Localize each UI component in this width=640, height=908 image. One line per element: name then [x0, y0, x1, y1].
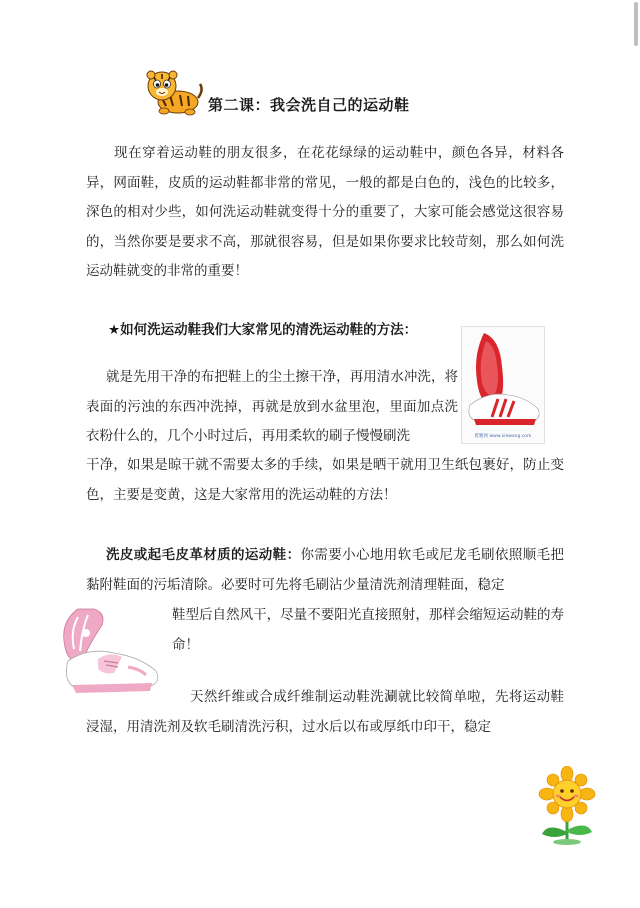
shoe-image-caption: 鞋靴网 www.xiewang.com — [474, 434, 532, 439]
red-white-sneaker-image — [461, 326, 545, 444]
leather-paragraph-part2: 鞋型后自然风干，尽量不要阳光直接照射，那样会缩短运动鞋的寿命！ — [172, 607, 564, 653]
leather-text: 你需要小心地用软毛或尼龙毛刷依照顺毛把黏附鞋面的污垢清除。必要时可先将毛刷沾少量清洗剂清理鞋面，稳定 — [86, 547, 564, 593]
method-paragraph-part1: 就是先用干净的布把鞋上的尘土擦干净，再用清水冲洗，将表面的污浊的东西冲洗掉，再就是放到水盆里泡，里面加点洗衣粉什么的，几个小时过后，再用柔软的刷子慢慢刷洗 — [86, 369, 458, 444]
page-title: 第二课：我会洗自己的运动鞋 — [208, 96, 410, 114]
leather-paragraph-part1 — [86, 541, 564, 600]
intro-paragraph: 现在穿着运动鞋的朋友很多，在花花绿绿的运动鞋中，颜色各异，材料各异，网面鞋，皮质的运动鞋都非常的常见，一般的都是白色的，浅色的比较多，深色的相对少些，如何洗运动鞋就变得十分的重要了，大家可能会感觉这很容易的，当然你要是要求不高，那就很容易，但是如果你要求比较苛刻，那么如何洗运动鞋就变的非常的重要！ — [86, 145, 564, 279]
section-heading: ★如何洗运动鞋我们大家常见的清洗运动鞋的方法： — [108, 322, 418, 338]
scrollbar[interactable] — [634, 2, 638, 46]
synthetic-paragraph: 天然纤维或合成纤维制运动鞋洗涮就比较简单啦，先将运动鞋浸湿，用清洗剂及软毛刷清洗污积，过水后以布或厚纸巾印干，稳定 — [86, 689, 564, 735]
tiger-mascot-icon — [140, 68, 204, 118]
sunflower-icon — [532, 766, 602, 848]
lesson-header — [140, 68, 560, 118]
method-paragraph-part2: 干净，如果是晾干就不需要太多的手续，如果是晒干就用卫生纸包裹好，防止变色，主要是变黄，这是大家常用的洗运动鞋的方法！ — [86, 457, 564, 503]
leather-lead: 洗皮或起毛皮革材质的运动鞋： — [106, 547, 301, 563]
